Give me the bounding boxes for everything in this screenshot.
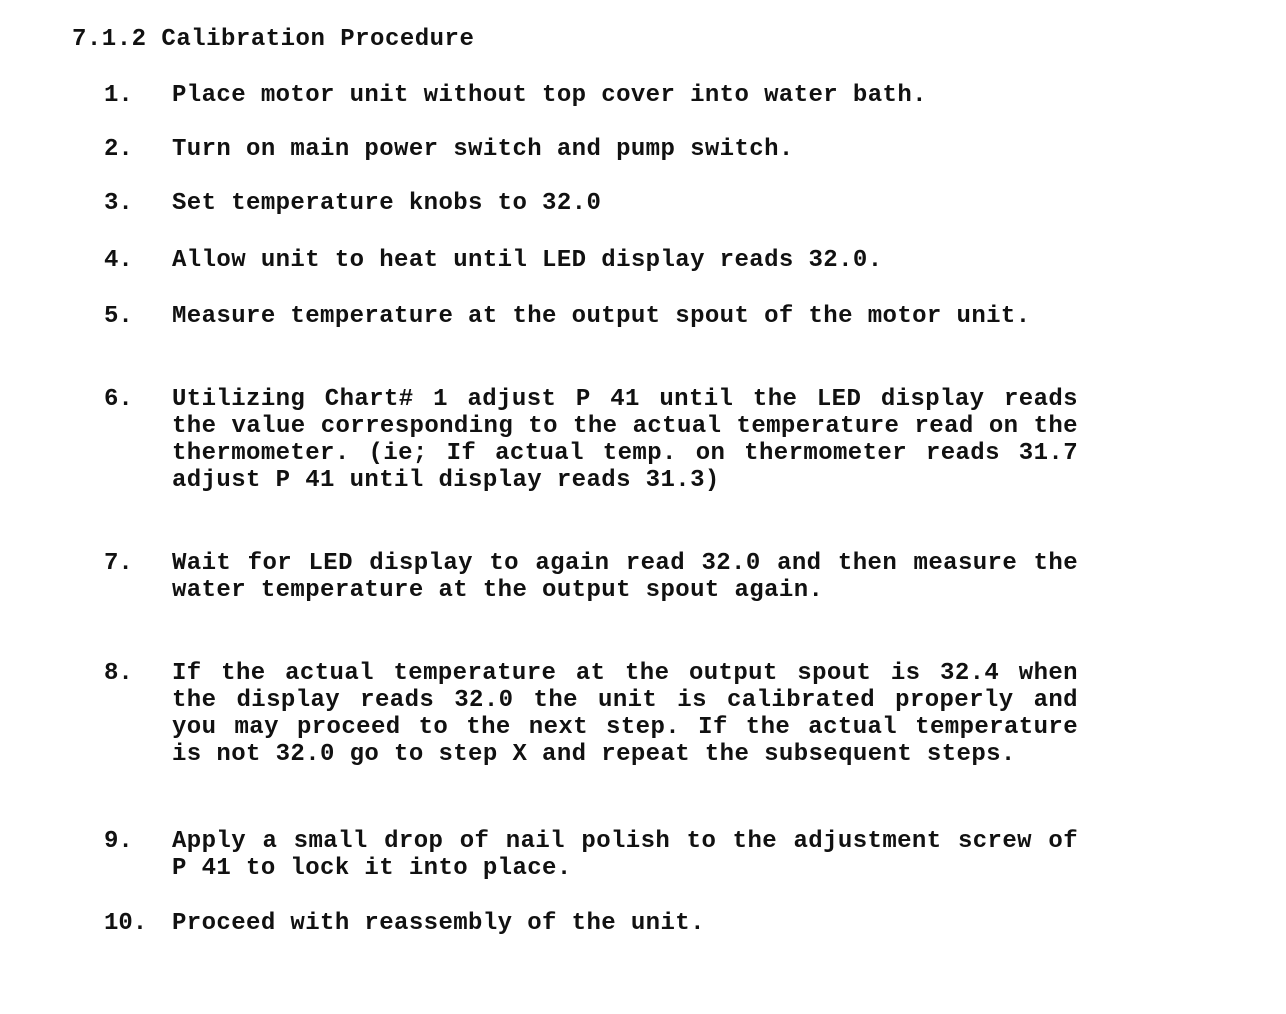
step-text: Set temperature knobs to 32.0 [172,190,602,217]
step-number: 9. [104,828,133,855]
step-number: 4. [104,247,133,274]
step-number: 3. [104,190,133,217]
step-text: Turn on main power switch and pump switch. [172,136,794,163]
step-text: Apply a small drop of nail polish to the adjustment screw of P 41 to lock it into place. [172,828,1078,882]
step-text: Utilizing Chart# 1 adjust P 41 until the LED display reads the value corresponding to the actual temperature read on the thermometer. (ie; If actual temp. on thermometer reads 31.7 adjust P 41 until display reads 31.3) [172,386,1078,494]
step-number: 5. [104,303,133,330]
step-number: 6. [104,386,133,413]
step-number: 7. [104,550,133,577]
step-text: Allow unit to heat until LED display reads 32.0. [172,247,883,274]
step-number: 10. [104,910,148,937]
step-text: Proceed with reassembly of the unit. [172,910,705,937]
step-number: 1. [104,82,133,109]
section-title: 7.1.2 Calibration Procedure [72,26,475,53]
step-text: Measure temperature at the output spout of the motor unit. [172,303,1031,330]
step-text: If the actual temperature at the output spout is 32.4 when the display reads 32.0 the unit is calibrated properly and you may proceed to the next step. If the actual temperature is not 32.0 go to step X and repeat the subsequent steps. [172,660,1078,768]
step-text: Place motor unit without top cover into water bath. [172,82,927,109]
step-text: Wait for LED display to again read 32.0 and then measure the water temperature at the output spout again. [172,550,1078,604]
step-number: 8. [104,660,133,687]
step-number: 2. [104,136,133,163]
